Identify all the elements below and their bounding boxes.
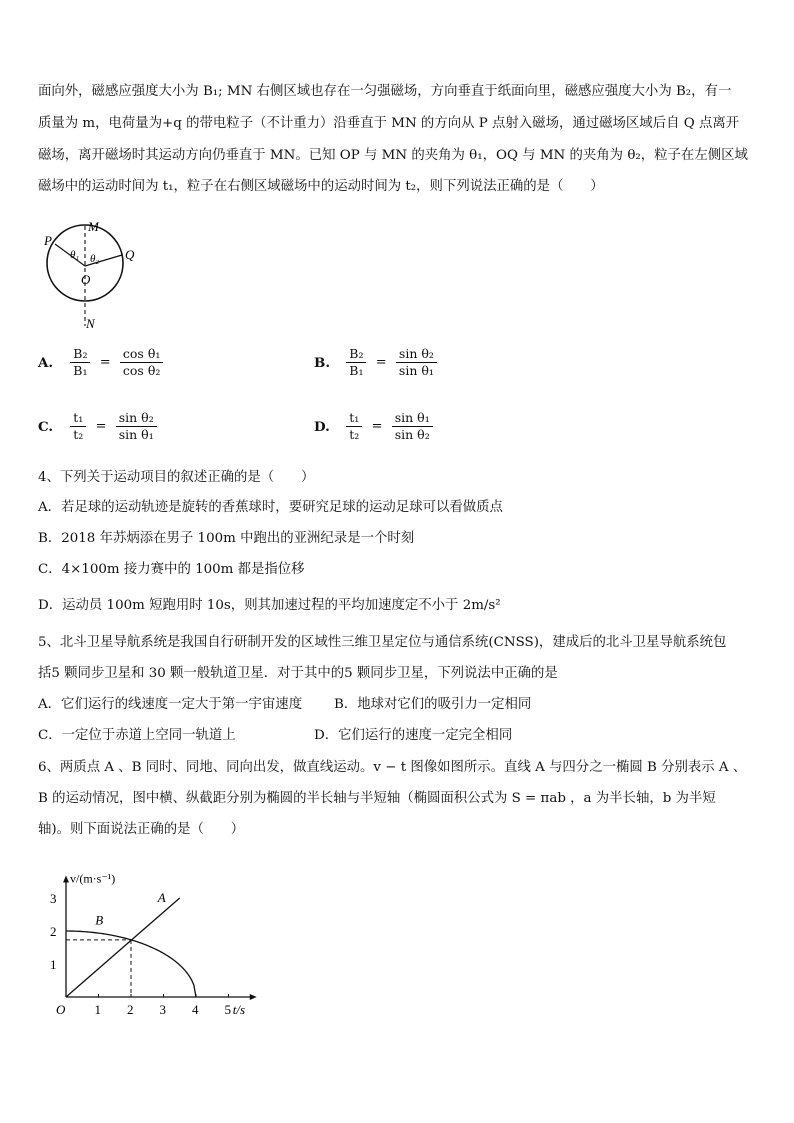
q6-text-line-2: B 的运动情况，图中横、纵截距分别为椭圆的半长轴与半短轴（椭圆面积公式为 S = πab ，a 为半长轴，b 为半短 xyxy=(38,791,716,806)
equals-sign: = xyxy=(375,354,387,370)
series-b-label: B xyxy=(95,912,104,928)
fraction-rhs: $\frac{\text{cos θ₁}}{\text{cos θ₂}}$ xyxy=(120,346,163,379)
q6-text-line-3: 轴)。则下面说法正确的是（ ） xyxy=(38,822,245,837)
vt-graph xyxy=(40,848,280,1023)
label-p: P xyxy=(44,233,52,248)
x-axis-arrow xyxy=(250,994,257,1000)
q5-option-a[interactable]: A．它们运行的线速度一定大于第一宇宙速度 xyxy=(38,697,303,712)
q3-option-c[interactable] xyxy=(38,410,159,443)
q4-option-d[interactable]: D．运动员 100m 短跑用时 10s，则其加速过程的平均加速度定不小于 2m/s² xyxy=(38,598,501,613)
q4-option-c[interactable]: C．4×100m 接力赛中的 100m 都是指位移 xyxy=(38,562,305,577)
q4-option-a[interactable]: A．若足球的运动轨迹是旋转的香蕉球时，要研究足球的运动足球可以看做质点 xyxy=(38,500,503,515)
y-tick-label: 3 xyxy=(50,891,57,906)
x-tick-label: 2 xyxy=(127,1002,134,1017)
q5-option-c[interactable]: C．一定位于赤道上空同一轨道上 xyxy=(38,728,236,743)
q5-option-b[interactable]: B．地球对它们的吸引力一定相同 xyxy=(334,697,532,712)
fraction-rhs: $\frac{\text{sin θ₂}}{\text{sin θ₁}}$ xyxy=(396,346,437,379)
q3-text-line-4: 磁场中的运动时间为 t₁，粒子在右侧区域磁场中的运动时间为 t₂，则下列说法正确的是（ ） xyxy=(38,179,604,194)
q6-text-line-1: 6、两质点 A 、B 同时、同地、同向出发，做直线运动。v − t 图像如图所示。直线 A 与四分之一椭圆 B 分别表示 A 、 xyxy=(38,760,747,775)
option-label: C. xyxy=(38,418,54,435)
option-label: D. xyxy=(314,418,330,435)
y-axis-label: v/(m·s⁻¹) xyxy=(70,871,116,886)
equals-sign: = xyxy=(99,354,111,370)
q5-stem-line-1: 5、北斗卫星导航系统是我国自行研制开发的区域性三维卫星定位与通信系统(CNSS)，建成后的北斗卫星导航系统包 xyxy=(38,635,727,650)
label-theta2: θ₂ xyxy=(90,253,100,265)
label-q: Q xyxy=(125,247,135,262)
equals-sign: = xyxy=(95,418,107,434)
series-a-label: A xyxy=(157,890,166,905)
option-label: A. xyxy=(38,354,54,371)
x-tick-label: 5 xyxy=(224,1002,231,1017)
label-theta1: θ₁ xyxy=(70,249,80,261)
y-axis-arrow xyxy=(63,876,69,883)
equals-sign: = xyxy=(371,418,383,434)
q4-option-b[interactable]: B．2018 年苏炳添在男子 100m 中跑出的亚洲纪录是一个时刻 xyxy=(38,531,415,546)
q3-text-line-3: 磁场，离开磁场时其运动方向仍垂直于 MN。已知 OP 与 MN 的夹角为 θ₁，OQ 与 MN 的夹角为 θ₂，粒子在左侧区域 xyxy=(38,148,748,163)
origin-label: O xyxy=(56,1002,66,1017)
q3-text-line-1: 面向外，磁感应强度大小为 B₁; MN 右侧区域也存在一匀强磁场，方向垂直于纸面向里，磁感应强度大小为 B₂，有一 xyxy=(38,84,732,99)
x-tick-label: 1 xyxy=(94,1002,101,1017)
q3-text-line-2: 质量为 m，电荷量为+q 的带电粒子（不计重力）沿垂直于 MN 的方向从 P 点射入磁场，通过磁场区域后自 Q 点离开 xyxy=(38,116,740,131)
label-m: M xyxy=(88,219,99,234)
circle-field-diagram xyxy=(36,214,136,334)
label-o: O xyxy=(81,272,91,287)
fraction-lhs: $\frac{\text{t₁}}{\text{t₂}}$ xyxy=(70,410,86,443)
y-tick-label: 1 xyxy=(50,957,57,972)
label-n: N xyxy=(86,316,95,331)
fraction-lhs: $\frac{\text{B₂}}{\text{B₁}}$ xyxy=(70,346,90,379)
q3-option-d[interactable] xyxy=(314,410,435,443)
series-a-line xyxy=(66,898,180,997)
q5-stem-line-2: 括5 颗同步卫星和 30 颗一般轨道卫星．对于其中的5 颗同步卫星，下列说法中正确的是 xyxy=(38,666,558,681)
q4-stem: 4、下列关于运动项目的叙述正确的是（ ） xyxy=(38,470,315,485)
fraction-rhs: $\frac{\text{sin θ₂}}{\text{sin θ₁}}$ xyxy=(116,410,157,443)
fraction-rhs: $\frac{\text{sin θ₁}}{\text{sin θ₂}}$ xyxy=(392,410,433,443)
q3-option-b[interactable] xyxy=(314,346,439,379)
option-label: B. xyxy=(314,354,330,371)
x-tick-label: 4 xyxy=(192,1002,199,1017)
y-tick-label: 2 xyxy=(50,924,57,939)
q5-option-d[interactable]: D．它们运行的速度一定完全相同 xyxy=(314,728,513,743)
x-axis-label: t/s xyxy=(232,1002,246,1017)
x-tick-label: 3 xyxy=(159,1002,166,1017)
fraction-lhs: $\frac{\text{t₁}}{\text{t₂}}$ xyxy=(346,410,362,443)
fraction-lhs: $\frac{\text{B₂}}{\text{B₁}}$ xyxy=(346,346,366,379)
q3-option-a[interactable] xyxy=(38,346,165,379)
